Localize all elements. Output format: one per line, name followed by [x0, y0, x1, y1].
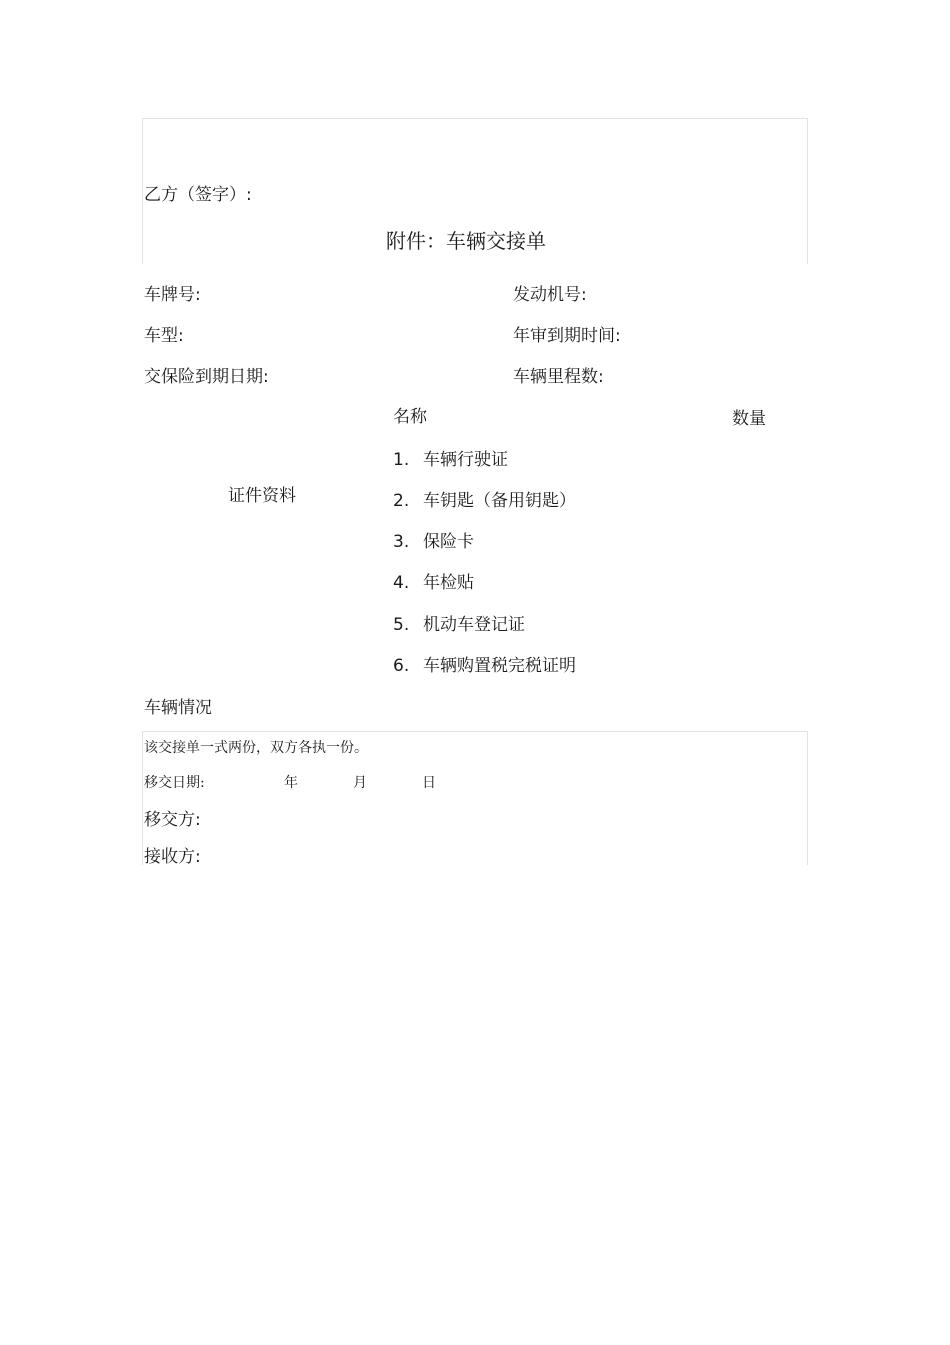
list-item — [393, 568, 474, 593]
list-item-name: 保险卡 — [423, 532, 474, 552]
party-b-signature-label: 乙方（签字）: — [144, 185, 252, 205]
list-item — [393, 445, 508, 470]
plate-number-label: 车牌号: — [144, 285, 201, 305]
date-month-label: 月 — [353, 775, 367, 791]
list-item-name: 车辆购置税完税证明 — [423, 656, 576, 676]
inspection-due-label: 年审到期时间: — [513, 326, 621, 346]
list-item-name: 车辆行驶证 — [423, 450, 508, 470]
list-item — [393, 527, 474, 552]
mileage-label: 车辆里程数: — [513, 367, 604, 387]
page-title: 附件：车辆交接单 — [386, 229, 546, 253]
documents-section-label: 证件资料 — [228, 486, 296, 506]
list-item-name: 车钥匙（备用钥匙） — [423, 491, 576, 511]
deliverer-label: 移交方: — [144, 810, 201, 830]
list-item-number: 6. — [393, 656, 410, 676]
list-item-number: 5. — [393, 615, 410, 635]
list-item — [393, 651, 576, 676]
handover-date-label: 移交日期: — [144, 775, 205, 791]
column-header-name: 名称 — [393, 407, 427, 427]
list-item-name: 机动车登记证 — [423, 615, 525, 635]
insurance-due-label: 交保险到期日期: — [144, 367, 269, 387]
list-item-number: 2. — [393, 491, 410, 511]
column-header-quantity: 数量 — [732, 409, 766, 429]
list-item-number: 1. — [393, 450, 410, 470]
engine-number-label: 发动机号: — [513, 285, 587, 305]
vehicle-condition-label: 车辆情况 — [144, 698, 212, 718]
date-day-label: 日 — [422, 775, 436, 791]
list-item — [393, 486, 576, 511]
vehicle-model-label: 车型: — [144, 326, 184, 346]
copies-note: 该交接单一式两份，双方各执一份。 — [144, 740, 368, 756]
list-item-name: 年检贴 — [423, 573, 474, 593]
list-item — [393, 610, 525, 635]
list-item-number: 4. — [393, 573, 410, 593]
list-item-number: 3. — [393, 532, 410, 552]
receiver-label: 接收方: — [144, 847, 201, 867]
date-year-label: 年 — [284, 775, 298, 791]
